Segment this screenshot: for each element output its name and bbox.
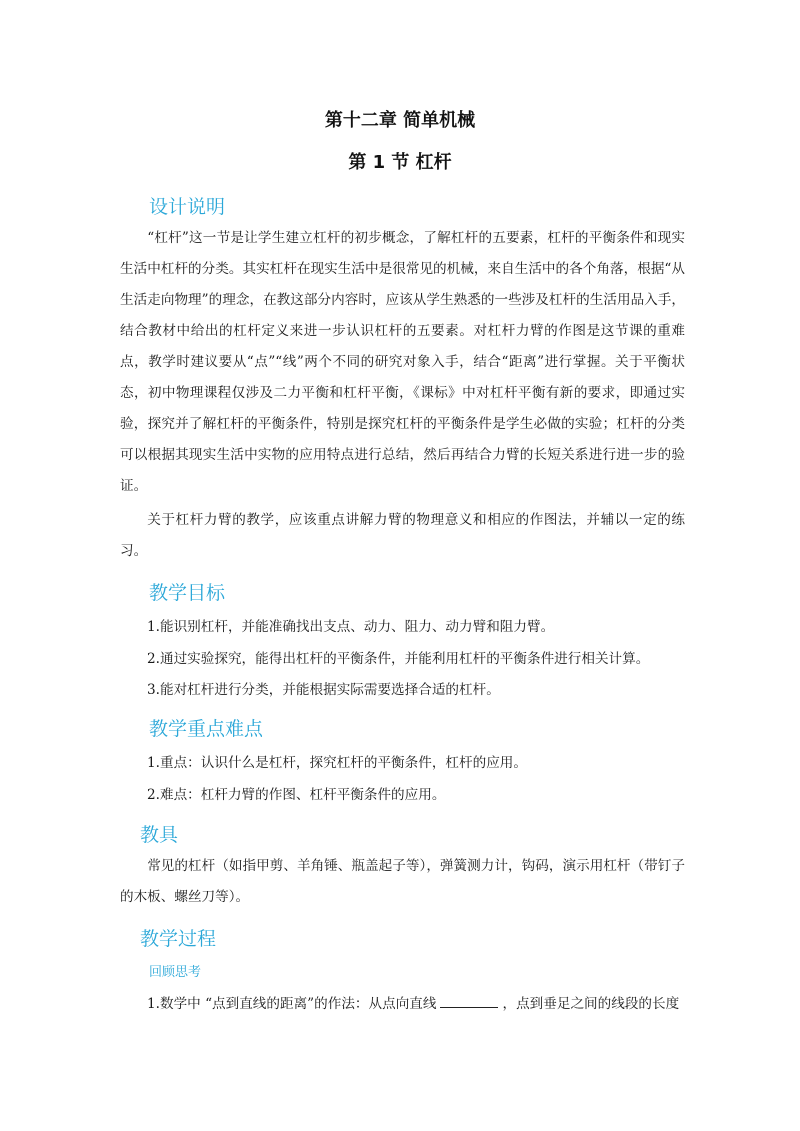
- design-paragraph-1: “杠杆”这一节是让学生建立杠杆的初步概念，了解杠杆的五要素，杠杆的平衡条件和现实生活中杠杆的分类。其实杠杆在现实生活中是很常见的机械，来自生活中的各个角落，根据“从生活走向物理”的理念，在教这部分内容时，应该从学生熟悉的一些涉及杠杆的生活用品入手，结合教材中给出的杠杆定义来进一步认识杠杆的五要素。对杠杆力臂的作图是这节课的重难点，教学时建议要从“点”“线”两个不同的研究对象入手，结合“距离”进行掌握。关于平衡状态，初中物理课程仅涉及二力平衡和杠杆平衡，《课标》中对杠杆平衡有新的要求，即通过实验，探究并了解杠杆的平衡条件，特别是探究杠杆的平衡条件是学生必做的实验；杠杆的分类可以根据其现实生活中实物的应用特点进行总结，然后再结合力臂的长短关系进行进一步的验证。: [120, 230, 685, 494]
- key-point-item-2: 2.难点：杠杆力臂的作图、杠杆平衡条件的应用。: [147, 787, 446, 803]
- question-1-part2: ，点到垂足之间的线段的长度: [502, 996, 680, 1012]
- key-point-item-1: 1.重点：认识什么是杠杆，探究杠杆的平衡条件，杠杆的应用。: [147, 755, 527, 771]
- objective-item-3: 3.能对杠杆进行分类，并能根据实际需要选择合适的杠杆。: [147, 682, 500, 698]
- objective-item-2: 2.通过实验探究，能得出杠杆的平衡条件，并能利用杠杆的平衡条件进行相关计算。: [147, 651, 650, 667]
- heading-tools: 教具: [140, 824, 179, 846]
- question-1: [147, 993, 679, 1014]
- objective-item-1: 1.能识别杠杆，并能准确找出支点、动力、阻力、动力臂和阻力臂。: [147, 619, 555, 635]
- heading-process: 教学过程: [140, 928, 217, 950]
- tools-paragraph: 常见的杠杆（如指甲剪、羊角锤、瓶盖起子等），弹簧测力计，钩码，演示用杠杆（带钉子的木板、螺丝刀等）。: [120, 858, 685, 905]
- heading-key-points: 教学重点难点: [149, 718, 264, 740]
- heading-design: 设计说明: [149, 196, 226, 218]
- process-subheading: 回顾思考: [149, 965, 202, 980]
- question-1-part1: 1.数学中 “点到直线的距离”的作法：从点向直线: [147, 996, 437, 1012]
- section-title: 第 1 节 杠杆: [348, 152, 452, 173]
- heading-objectives: 教学目标: [149, 582, 226, 604]
- chapter-title: 第十二章 简单机械: [324, 110, 476, 131]
- answer-blank[interactable]: [440, 993, 498, 1008]
- design-paragraph-2: 关于杠杆力臂的教学，应该重点讲解力臂的物理意义和相应的作图法，并辅以一定的练习。: [120, 512, 685, 559]
